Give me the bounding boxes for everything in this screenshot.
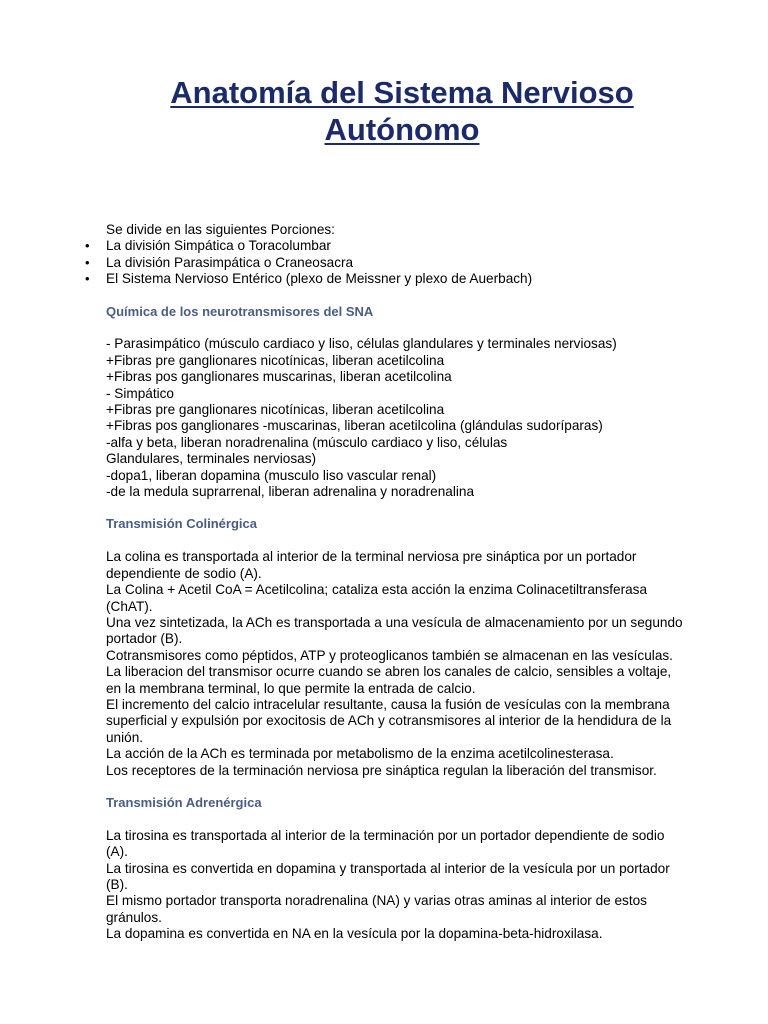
section-heading-colinergica: Transmisión Colinérgica: [106, 516, 257, 532]
paragraph-line: El mismo portador transporta noradrenalina (NA) y varias otras aminas al interior de estos: [106, 893, 647, 909]
list-item: • La división Simpática o Toracolumbar: [106, 238, 706, 254]
paragraph-line: La tirosina es convertida en dopamina y transportada al interior de la vesícula por un portador: [106, 860, 670, 876]
paragraph-line: Los receptores de la terminación nerviosa pre sináptica regulan la liberación del transmisor.: [106, 762, 657, 778]
paragraph-line: +Fibras pos ganglionares muscarinas, liberan acetilcolina: [106, 369, 452, 385]
paragraph-line: -de la medula suprarrenal, liberan adrenalina y noradrenalina: [106, 484, 475, 500]
paragraph-line: - Simpático: [106, 385, 174, 401]
paragraph-line: -alfa y beta, liberan noradrenalina (músculo cardiaco y liso, células: [106, 434, 508, 450]
section-heading-quimica: Química de los neurotransmisores del SNA: [106, 303, 374, 319]
paragraph-line: La dopamina es convertida en NA en la vesícula por la dopamina-beta-hidroxilasa.: [106, 926, 603, 942]
paragraph-line: La tirosina es transportada al interior de la terminación por un portador dependiente de sodio: [106, 827, 665, 843]
paragraph-line: (A).: [106, 844, 128, 860]
paragraph-line: La liberacion del transmisor ocurre cuando se abren los canales de calcio, sensibles a voltaje,: [106, 664, 672, 680]
paragraph-line: - Parasimpático (músculo cardiaco y liso, células glandulares y terminales nerviosas): [106, 336, 617, 352]
paragraph-line: Una vez sintetizada, la ACh es transportada a una vesícula de almacenamiento por un segundo: [106, 614, 683, 630]
paragraph-line: en la membrana terminal, lo que permite la entrada de calcio.: [106, 680, 476, 696]
intro-text: Se divide en las siguientes Porciones:: [106, 222, 335, 237]
divisions-list: [106, 238, 706, 287]
section-heading-adrenergica: Transmisión Adrenérgica: [106, 794, 262, 810]
page-title: [60, 74, 744, 148]
paragraph-line: -dopa1, liberan dopamina (musculo liso vascular renal): [106, 467, 437, 483]
paragraph-line: (B).: [106, 876, 128, 892]
paragraph-line: La colina es transportada al interior de la terminal nerviosa pre sináptica por un portador: [106, 549, 637, 565]
paragraph-line: El incremento del calcio intracelular resultante, causa la fusión de vesículas con la membrana: [106, 696, 670, 712]
paragraph-line: +Fibras pos ganglionares -muscarinas, liberan acetilcolina (glándulas sudoríparas): [106, 418, 603, 434]
list-item: • El Sistema Nervioso Entérico (plexo de Meissner y plexo de Auerbach): [106, 271, 706, 287]
title-line-2: Autónomo: [324, 112, 480, 147]
title-line-1: Anatomía del Sistema Nervioso: [170, 75, 634, 110]
paragraph-line: unión.: [106, 729, 144, 745]
paragraph-line: +Fibras pre ganglionares nicotínicas, liberan acetilcolina: [106, 402, 445, 418]
paragraph-line: Cotransmisores como péptidos, ATP y proteoglicanos también se almacenan en las vesículas.: [106, 647, 673, 663]
paragraph-line: portador (B).: [106, 631, 183, 647]
paragraph-line: dependiente de sodio (A).: [106, 565, 262, 581]
paragraph-line: +Fibras pre ganglionares nicotínicas, liberan acetilcolina: [106, 352, 445, 368]
paragraph-line: gránulos.: [106, 909, 162, 925]
paragraph-line: superficial y expulsión por exocitosis de ACh y cotransmisores al interior de la hendidura de la: [106, 713, 672, 729]
list-item: • La división Parasimpática o Craneosacra: [106, 255, 706, 271]
paragraph-line: La acción de la ACh es terminada por metabolismo de la enzima acetilcolinesterasa.: [106, 746, 614, 762]
paragraph-line: Glandulares, terminales nerviosas): [106, 451, 317, 467]
document-body: [106, 222, 706, 943]
paragraph-line: (ChAT).: [106, 598, 153, 614]
paragraph-line: La Colina + Acetil CoA = Acetilcolina; cataliza esta acción la enzima Colinacetiltransferasa: [106, 582, 648, 598]
